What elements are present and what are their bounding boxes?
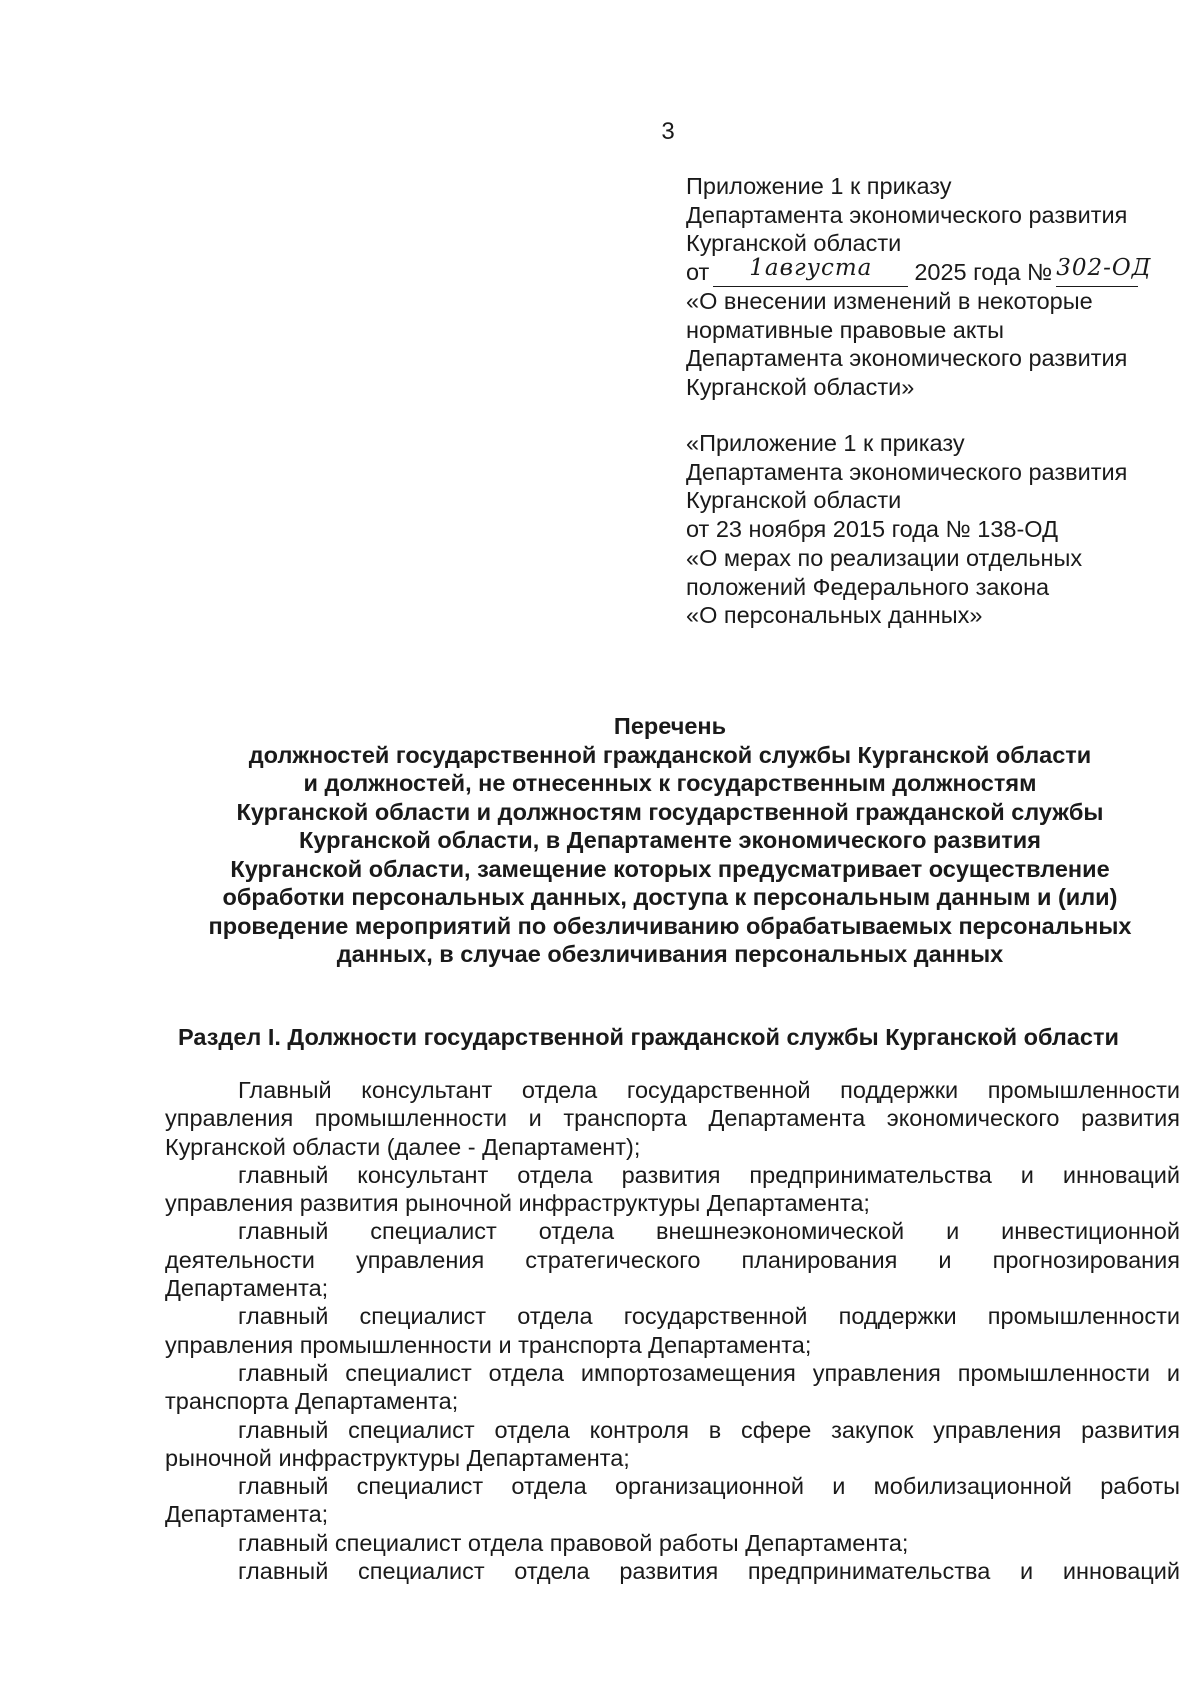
appendix-title-line: «О внесении изменений в некоторые	[686, 287, 1093, 314]
body-line: главный специалист отдела импортозамещения управления промышленности и	[238, 1359, 1180, 1386]
body-line: Департамента;	[165, 1275, 329, 1302]
appendix-line: Курганской области	[686, 230, 902, 257]
appendix-line: «Приложение 1 к приказу	[686, 430, 965, 456]
title-line: Курганской области, замещение которых предусматривает осуществление	[230, 855, 1110, 882]
appendix-original-header	[686, 429, 1186, 630]
title-line: данных, в случае обезличивания персональных данных	[336, 941, 1004, 967]
appendix-line: положений Федерального закона	[686, 573, 1050, 600]
title-line: должностей государственной гражданской службы Курганской области	[248, 741, 1092, 768]
appendix-line: от 23 ноября 2015 года № 138-ОД	[686, 516, 1058, 543]
body-line: Курганской области (далее - Департамент);	[165, 1133, 641, 1160]
appendix-line: «О мерах по реализации отдельных	[686, 544, 1083, 571]
appendix-date-line	[686, 254, 1186, 287]
body-line: управления развития рыночной инфраструктуры Департамента;	[165, 1190, 870, 1217]
body-line: управления промышленности и транспорта Департамента;	[165, 1331, 812, 1358]
body-line: рыночной инфраструктуры Департамента;	[165, 1444, 630, 1471]
title-line: и должностей, не отнесенных к государственным должностям	[303, 770, 1037, 796]
page-number: 3	[661, 118, 675, 145]
title-line: обработки персональных данных, доступа к персональным данным и (или)	[222, 884, 1118, 910]
appendix-line: Приложение 1 к приказу	[686, 173, 952, 199]
appendix-current-header	[686, 172, 1186, 402]
body-line: управления промышленности и транспорта Департамента экономического развития	[165, 1105, 1180, 1132]
appendix-line: Департамента экономического развития	[686, 201, 1128, 228]
appendix-line: Департамента экономического развития	[686, 458, 1128, 485]
appendix-line: «О персональных данных»	[686, 602, 983, 629]
body-line: главный специалист отдела контроля в сфере закупок управления развития	[238, 1416, 1180, 1443]
section-heading: Раздел I. Должности государственной гражданской службы Курганской области	[178, 1024, 1119, 1050]
appendix-line: Курганской области	[686, 487, 902, 514]
appendix-title-line: Департамента экономического развития	[686, 345, 1128, 372]
document-title	[160, 712, 1180, 969]
body-line: Главный консультант отдела государственной поддержки промышленности	[238, 1077, 1180, 1103]
section-body	[165, 1076, 1180, 1585]
date-field	[713, 254, 908, 287]
body-line: главный специалист отдела государственной поддержки промышленности	[238, 1303, 1180, 1330]
body-line: главный специалист отдела правовой работы Департамента;	[238, 1529, 909, 1556]
title-line: Курганской области и должностям государственной гражданской службы	[236, 798, 1104, 825]
appendix-title-line: Курганской области»	[686, 373, 915, 400]
appendix-title-line: нормативные правовые акты	[686, 316, 1005, 343]
body-line: деятельности управления стратегического планирования и прогнозирования	[165, 1246, 1180, 1273]
body-line: главный специалист отдела внешнеэкономической и инвестиционной	[238, 1218, 1180, 1245]
handwritten-number: 302-ОД	[1056, 254, 1152, 281]
handwritten-date: 1августа	[749, 254, 873, 281]
body-line: главный консультант отдела развития предпринимательства и инноваций	[238, 1161, 1180, 1188]
body-line: главный специалист отдела организационной и мобилизационной работы	[238, 1473, 1180, 1500]
title-line: Курганской области, в Департаменте экономического развития	[299, 827, 1041, 853]
number-field	[1056, 254, 1152, 287]
body-line: Департамента;	[165, 1501, 329, 1528]
body-line: транспорта Департамента;	[165, 1388, 459, 1415]
date-prefix: от	[686, 259, 710, 286]
title-line: проведение мероприятий по обезличиванию обрабатываемых персональных	[208, 912, 1132, 939]
title-line: Перечень	[613, 713, 727, 739]
body-line: главный специалист отдела развития предпринимательства и инноваций	[238, 1558, 1180, 1585]
year-text: 2025 года №	[914, 259, 1053, 286]
